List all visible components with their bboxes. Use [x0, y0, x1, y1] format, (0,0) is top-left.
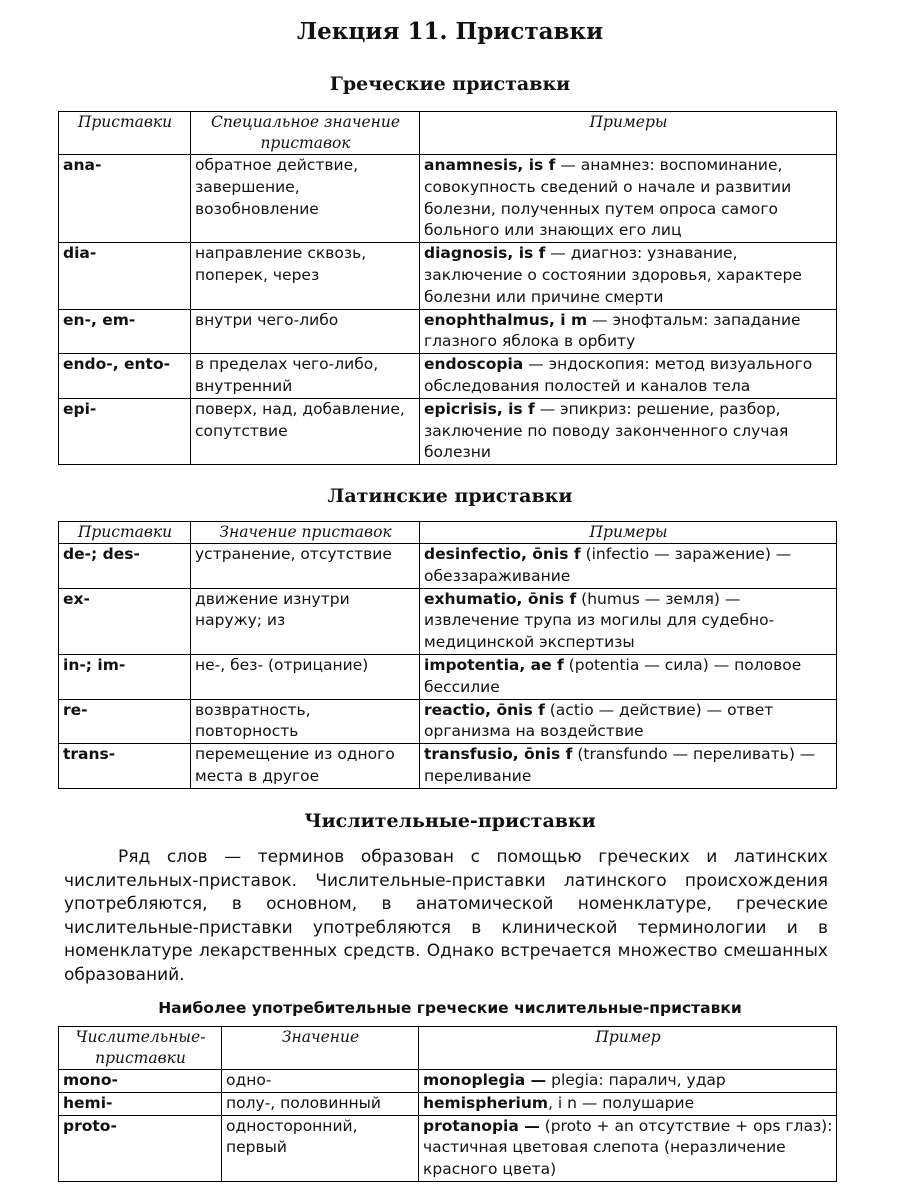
example-term: transfusio, ōnis f: [424, 745, 573, 764]
meaning-cell: перемещение из одного места в другое: [191, 744, 420, 789]
meaning-cell: односторонний, первый: [222, 1115, 419, 1181]
example-cell: [420, 309, 837, 354]
table-row: [59, 1092, 837, 1115]
prefix-cell: ex-: [59, 588, 191, 654]
greek-prefixes-heading: Греческие приставки: [329, 73, 571, 95]
example-term: anamnesis, is f: [424, 156, 556, 174]
table-row: [59, 744, 837, 789]
meaning-cell: одно-: [222, 1070, 419, 1093]
table-row: [59, 544, 837, 589]
prefix-cell: in-; im-: [59, 654, 191, 699]
example-text: plegia: паралич, удар: [546, 1071, 726, 1089]
greek-prefixes-table: [58, 111, 837, 465]
example-text: , i n — полушарие: [548, 1093, 695, 1112]
table-row: [59, 309, 837, 354]
table-row: [59, 588, 837, 654]
table-row: [59, 654, 837, 699]
column-header: Значение: [222, 1027, 419, 1070]
table-row: [59, 155, 837, 243]
latin-prefixes-heading: Латинские приставки: [327, 485, 573, 507]
meaning-cell: полу-, половинный: [222, 1092, 419, 1115]
example-cell: [420, 699, 837, 744]
meaning-cell: поверх, над, добавление, сопутствие: [191, 398, 420, 464]
example-text: — анамнез: воспоминание, совокупность сведений о начале и развитии болезни, полученных путем опроса самого больного или знающих его лиц: [424, 156, 792, 240]
table-header-row: [59, 112, 837, 155]
example-cell: [420, 654, 837, 699]
example-term: reactio, ōnis f: [424, 700, 545, 719]
example-cell: [419, 1115, 837, 1181]
numeral-table-heading: Наиболее употребительные греческие числительные-приставки: [158, 999, 742, 1017]
column-header: Приставки: [59, 112, 191, 155]
prefix-cell: en-, em-: [59, 309, 191, 354]
column-header: Числительные-приставки: [59, 1027, 222, 1070]
numeral-prefixes-paragraph: [64, 846, 828, 988]
table-header-row: [59, 1027, 837, 1070]
prefix-cell: trans-: [59, 744, 191, 789]
example-cell: [419, 1070, 837, 1093]
column-header: Приставки: [59, 522, 191, 544]
example-text: — диагноз: узнавание, заключение о состоянии здоровья, характере болезни или причине смерти: [424, 244, 802, 306]
numeral-prefixes-heading: Числительные-приставки: [304, 810, 596, 832]
example-cell: [419, 1092, 837, 1115]
example-text: (transfundo — переливать) — переливание: [424, 745, 816, 785]
column-header: Примеры: [420, 112, 837, 155]
prefix-cell: proto-: [59, 1115, 222, 1181]
column-header: Специальное значение приставок: [191, 112, 420, 155]
example-text: (infectio — заражение) — обеззараживание: [424, 545, 792, 585]
example-cell: [420, 744, 837, 789]
prefix-cell: de-; des-: [59, 544, 191, 589]
prefix-cell: re-: [59, 699, 191, 744]
prefix-cell: endo-, ento-: [59, 354, 191, 399]
table-row: [59, 398, 837, 464]
example-cell: [420, 354, 837, 399]
example-cell: [420, 155, 837, 243]
example-text: (proto + an отсутствие + ops глаз): частичная цветовая слепота (неразличение красного цвета): [423, 1116, 833, 1179]
column-header: Значение приставок: [191, 522, 420, 544]
example-term: hemispherium: [423, 1093, 549, 1112]
example-term: desinfectio, ōnis f: [424, 545, 581, 563]
greek-numeral-prefixes-table: [58, 1026, 837, 1182]
example-term: impotentia, ae f: [424, 655, 564, 674]
example-cell: [420, 588, 837, 654]
prefix-cell: mono-: [59, 1070, 222, 1093]
page-title: Лекция 11. Приставки: [296, 18, 604, 45]
meaning-cell: движение изнутри наружу; из: [191, 588, 420, 654]
example-text: — эндоскопия: метод визуального обследования полостей и каналов тела: [424, 355, 813, 395]
column-header: Примеры: [420, 522, 837, 544]
meaning-cell: возвратность, повторность: [191, 699, 420, 744]
example-term: diagnosis, is f: [424, 244, 546, 263]
example-term: protanopia —: [423, 1116, 540, 1135]
meaning-cell: внутри чего-либо: [191, 309, 420, 354]
example-text: — эпикриз: решение, разбор, заключение по поводу законченного случая болезни: [424, 399, 789, 462]
table-row: [59, 1115, 837, 1181]
table-row: [59, 699, 837, 744]
example-text: (humus — земля) — извлечение трупа из могилы для судебно-медицинской экспертизы: [424, 589, 775, 652]
prefix-cell: ana-: [59, 155, 191, 243]
prefix-cell: hemi-: [59, 1092, 222, 1115]
example-term: enophthalmus, i m: [424, 310, 588, 329]
meaning-cell: устранение, отсутствие: [191, 544, 420, 589]
example-term: exhumatio, ōnis f: [424, 589, 577, 608]
example-text: (actio — действие) — ответ организма на воздействие: [424, 700, 774, 741]
meaning-cell: обратное действие, завершение, возобновление: [191, 155, 420, 243]
example-cell: [420, 243, 837, 309]
example-term: monoplegia —: [423, 1071, 547, 1089]
meaning-cell: в пределах чего-либо, внутренний: [191, 354, 420, 399]
example-text: — энофтальм: западание глазного яблока в орбиту: [424, 310, 801, 351]
table-row: [59, 354, 837, 399]
table-row: [59, 243, 837, 309]
example-term: epicrisis, is f: [424, 399, 535, 418]
latin-prefixes-table: [58, 521, 837, 789]
table-row: [59, 1070, 837, 1093]
example-term: endoscopia: [424, 355, 524, 374]
paragraph-text: Ряд слов — терминов образован с помощью греческих и латинских числительных-приставок. Числительные-приставки латинского происхождения употребляются, в основном, в анатомической номенклатуре, греческие числительные-приставки употребляются в клинической терминологии и в номенклатуре лекарственных средств. Однако встречается множество смешанных образований.: [64, 847, 828, 985]
prefix-cell: dia-: [59, 243, 191, 309]
column-header: Пример: [419, 1027, 837, 1070]
table-header-row: [59, 522, 837, 544]
meaning-cell: направление сквозь, поперек, через: [191, 243, 420, 309]
prefix-cell: epi-: [59, 398, 191, 464]
example-cell: [420, 544, 837, 589]
example-text: (potentia — сила) — половое бессилие: [424, 655, 802, 696]
meaning-cell: не-, без- (отрицание): [191, 654, 420, 699]
example-cell: [420, 398, 837, 464]
